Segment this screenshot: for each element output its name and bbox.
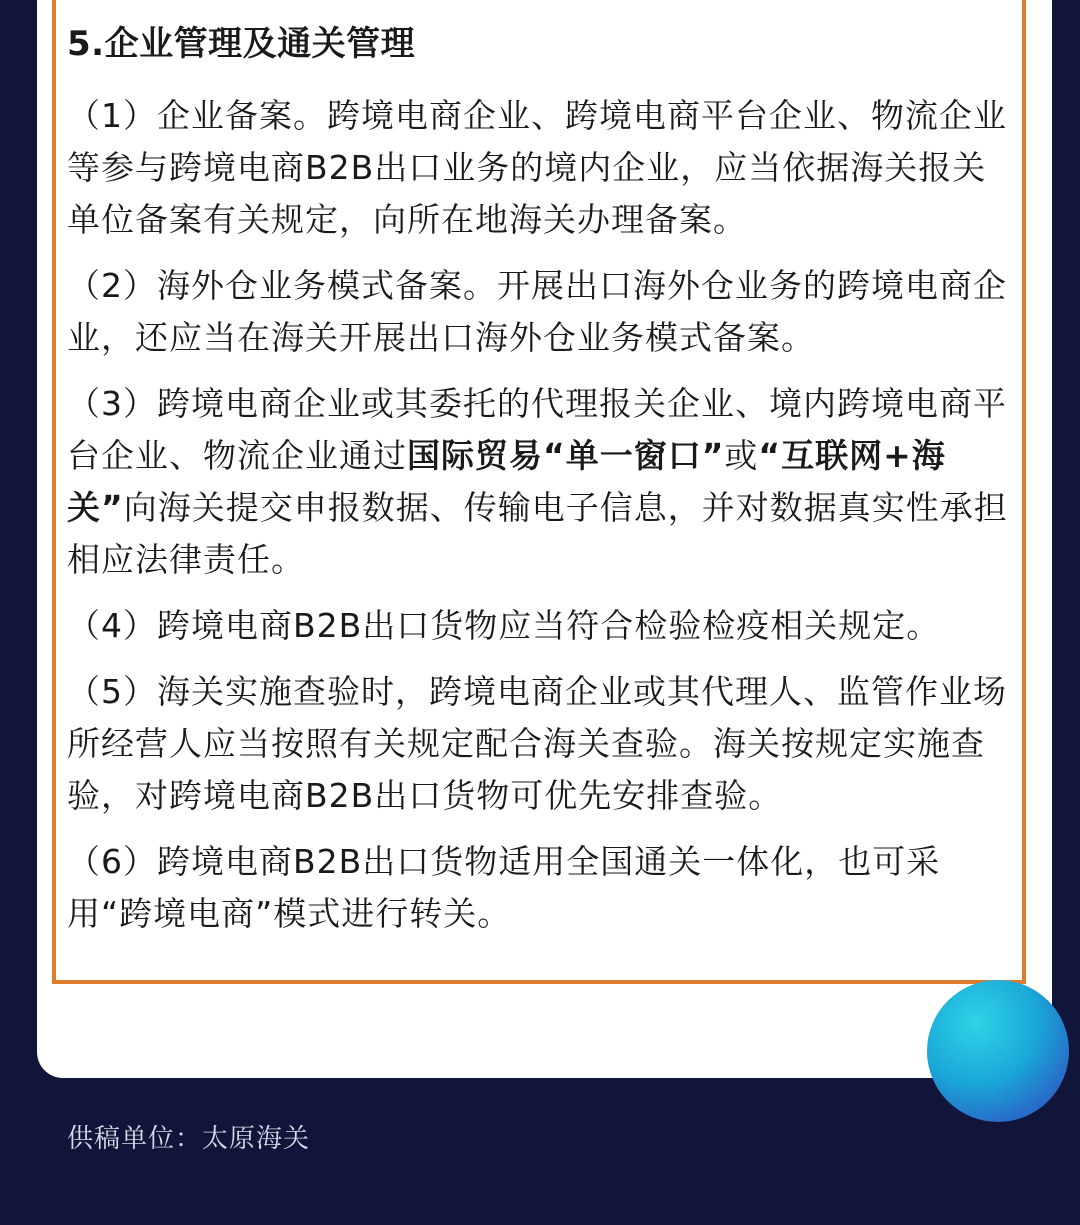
footer-source: 供稿单位：太原海关 (67, 1124, 311, 1154)
paragraph-inspection-cooperation: （5）海关实施查验时，跨境电商企业或其代理人、监管作业场所经营人应当按照有关规定配合海关查验。海关按规定实施查验，对跨境电商B2B出口货物可优先安排查验。 (67, 672, 1007, 815)
paragraph-clearance: （6）跨境电商B2B出口货物适用全国通关一体化，也可采用“跨境电商”模式进行转关。 (67, 842, 941, 933)
paragraph-declaration-post: 向海关提交申报数据、传输电子信息，并对数据真实性承担相应法律责任。 (67, 488, 1008, 579)
paragraph-inspection-rules: （4）跨境电商B2B出口货物应当符合检验检疫相关规定。 (67, 606, 941, 645)
decorative-orb (927, 980, 1069, 1122)
section-heading: 5.企业管理及通关管理 (67, 24, 416, 64)
article-body (67, 14, 1017, 954)
single-window-term: 国际贸易“单一窗口” (407, 436, 725, 475)
internet-customs-term: “互联网+海关” (67, 436, 946, 527)
paragraph-overseas-warehouse: （2）海外仓业务模式备案。开展出口海外仓业务的跨境电商企业，还应当在海关开展出口海外仓业务模式备案。 (67, 266, 1007, 357)
paragraph-declaration-mid: 或 (724, 436, 759, 475)
paragraph-declaration-pre: （3）跨境电商企业或其委托的代理报关企业、境内跨境电商平台企业、物流企业通过 (67, 384, 1007, 475)
paragraph-enterprise-filing: （1）企业备案。跨境电商企业、跨境电商平台企业、物流企业等参与跨境电商B2B出口业务的境内企业，应当依据海关报关单位备案有关规定，向所在地海关办理备案。 (67, 96, 1007, 239)
paragraph-declaration (67, 378, 1017, 586)
